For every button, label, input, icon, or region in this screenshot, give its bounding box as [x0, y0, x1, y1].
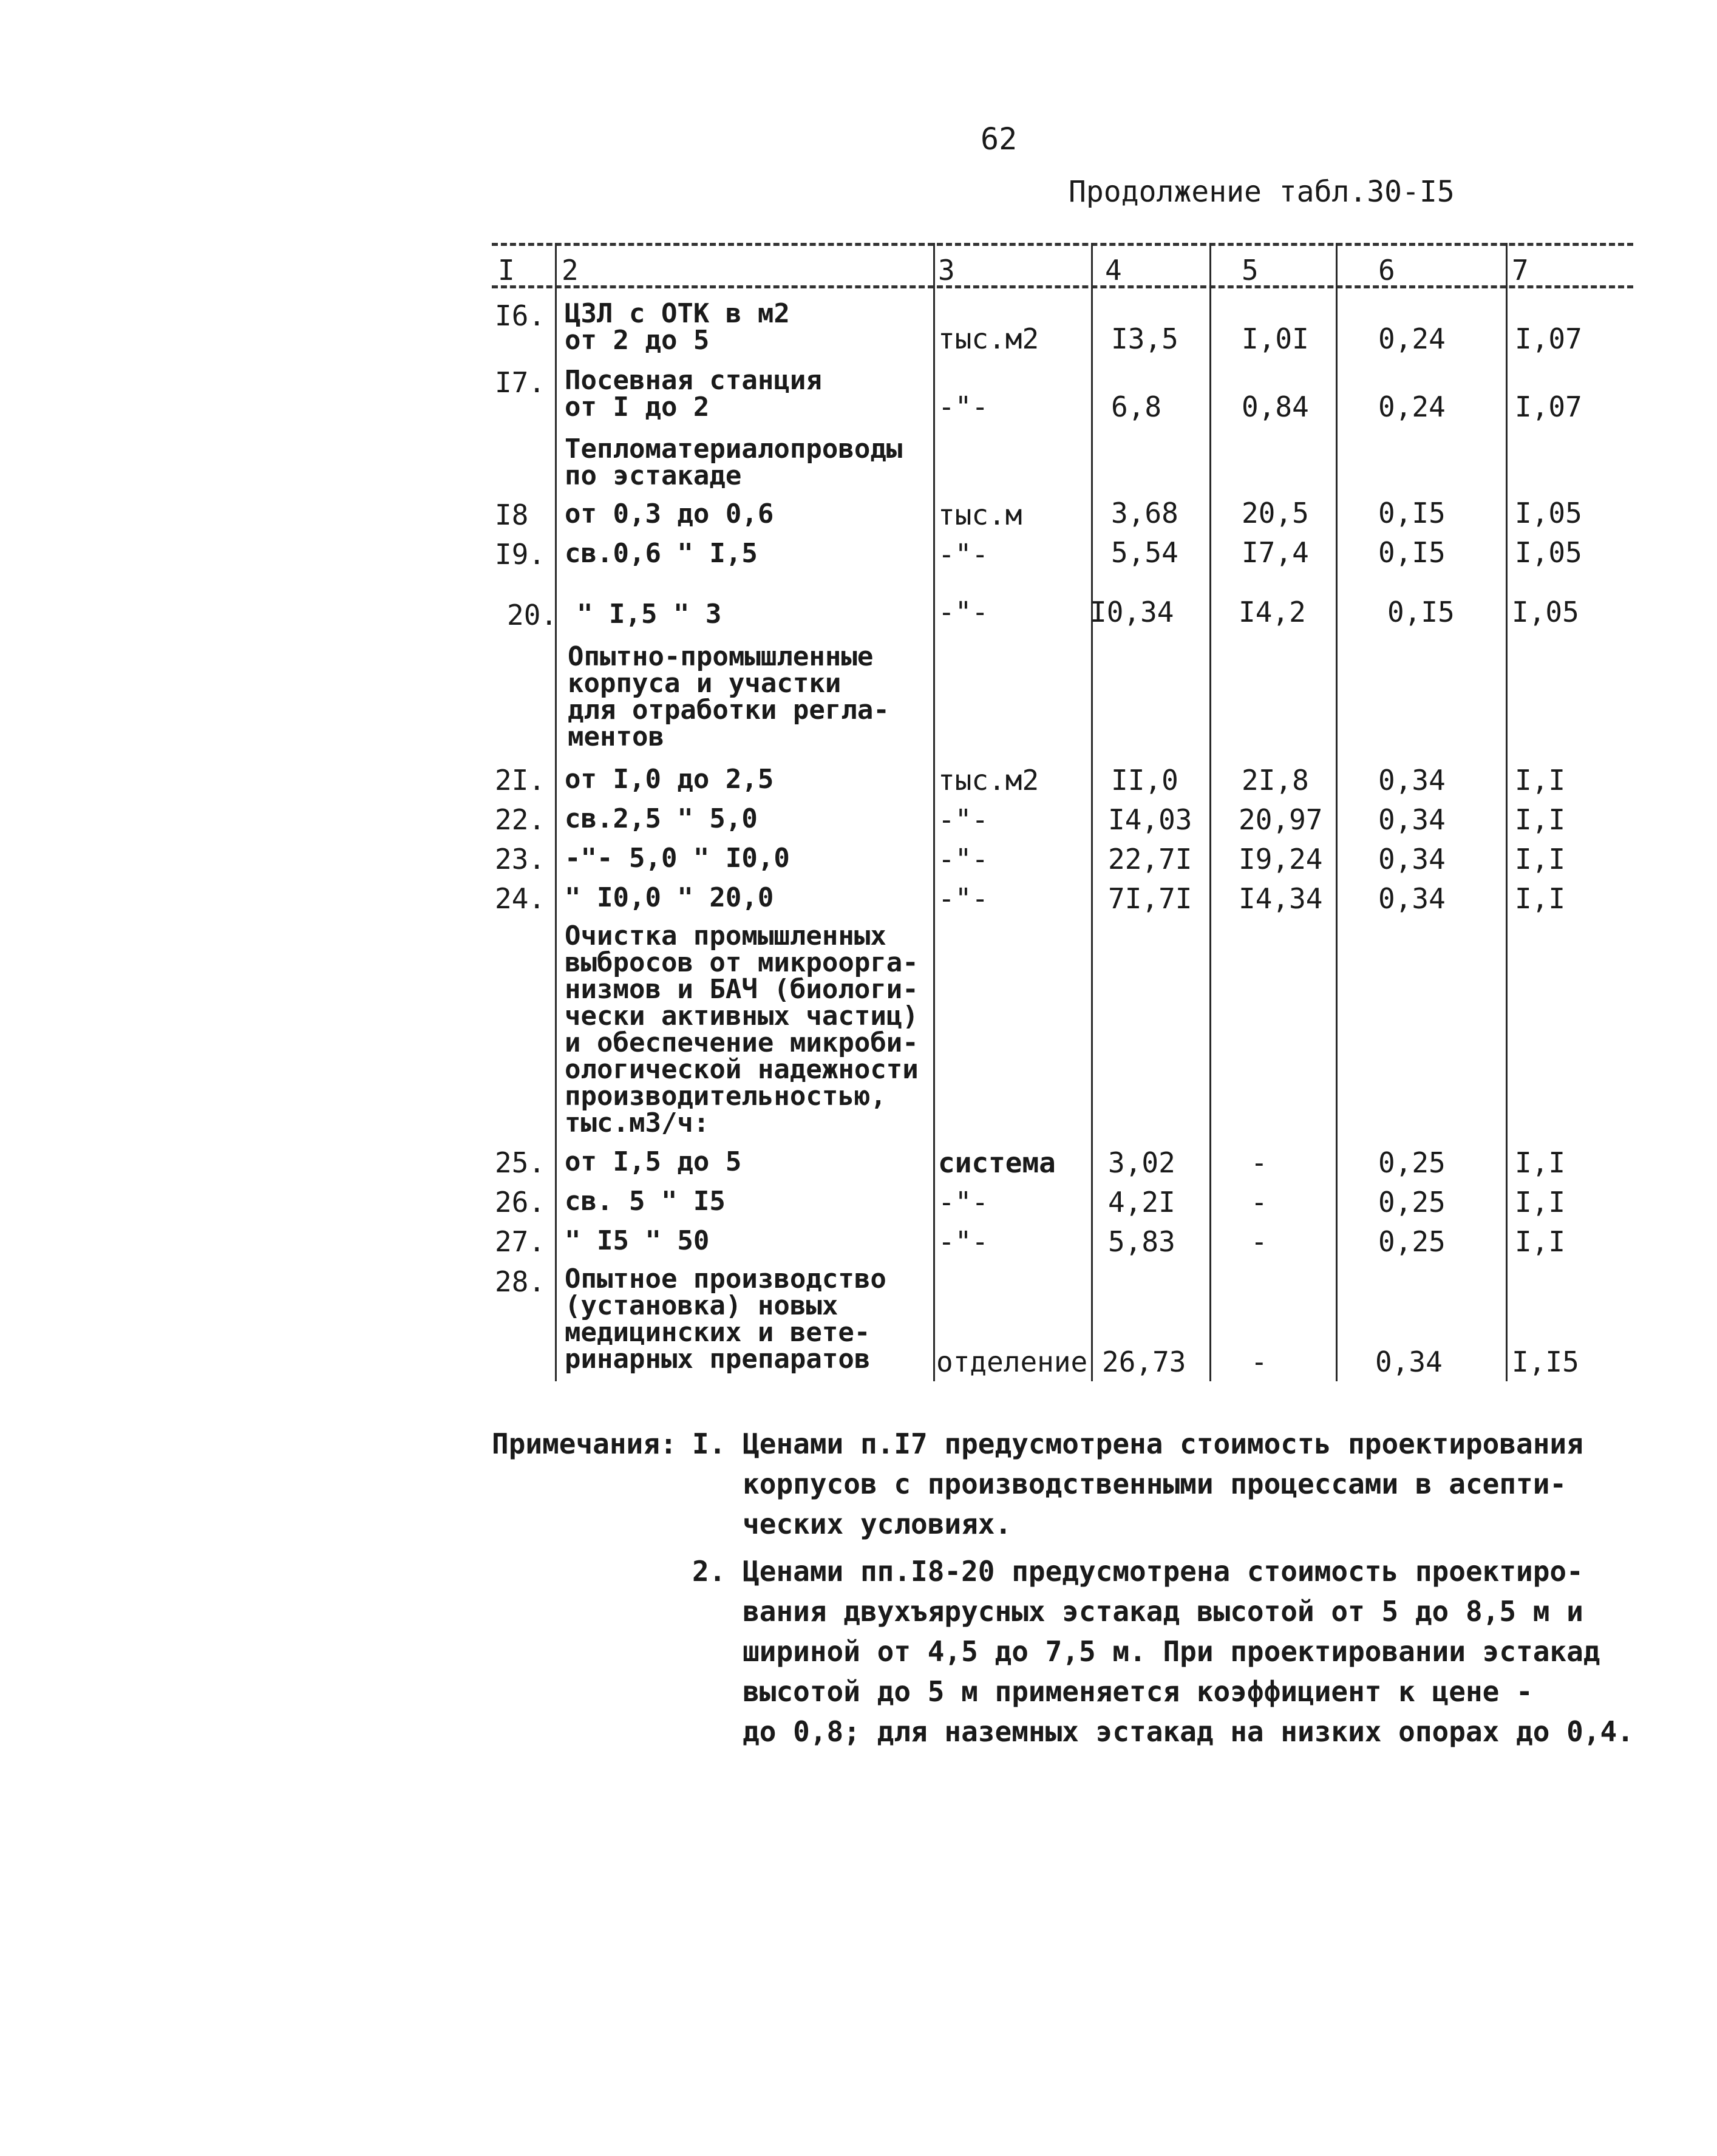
column-divider — [1506, 243, 1508, 1381]
header-top-rule — [492, 243, 1633, 246]
row-col7: I,I — [1515, 803, 1566, 836]
row-unit: -"- — [938, 843, 989, 876]
header-col-2: 2 — [562, 254, 579, 287]
column-divider — [1336, 243, 1338, 1381]
section-heading: Очистка промышленных выбросов от микроорга- низмов и БАЧ (биологи- чески активных частиц) и обеспечение микроби- ологической надежности производительностью, тыс.м3/ч: — [565, 920, 919, 1138]
row-unit: система — [938, 1146, 1056, 1179]
row-col5: I,0I — [1242, 322, 1309, 355]
row-col4: 26,73 — [1102, 1345, 1186, 1378]
row-col6: 0,I5 — [1378, 497, 1446, 529]
row-col7: I,I5 — [1512, 1345, 1579, 1378]
row-number: 25. — [495, 1146, 546, 1179]
row-description: ЦЗЛ с ОТК в м2 от 2 до 5 — [565, 298, 790, 356]
row-unit: -"- — [938, 596, 989, 628]
row-col7: I,I — [1515, 843, 1566, 876]
row-col4: 3,68 — [1111, 497, 1178, 529]
row-col7: I,I — [1515, 1225, 1566, 1258]
row-col5: 20,5 — [1242, 497, 1309, 529]
row-description: Посевная станция от I до 2 — [565, 365, 822, 423]
row-description: -"- 5,0 " I0,0 — [565, 843, 790, 874]
row-col4: 5,54 — [1111, 536, 1178, 569]
row-unit: -"- — [938, 1225, 989, 1258]
row-col4: 22,7I — [1108, 843, 1192, 876]
row-description: от I,5 до 5 — [565, 1146, 742, 1177]
column-divider — [555, 243, 557, 1381]
row-number: 28. — [495, 1265, 546, 1298]
row-col5: - — [1251, 1186, 1268, 1219]
section-heading: Опытно-промышленные корпуса и участки для отработки регла- ментов — [568, 641, 889, 752]
row-col4: 6,8 — [1111, 390, 1162, 423]
row-col5: I7,4 — [1242, 536, 1309, 569]
row-col7: I,05 — [1515, 536, 1582, 569]
row-col7: I,I — [1515, 764, 1566, 797]
section-heading: Тепломатериалопроводы по эстакаде — [565, 434, 903, 491]
row-col6: 0,I5 — [1387, 596, 1455, 628]
page-number: 62 — [981, 121, 1018, 157]
row-col6: 0,24 — [1378, 322, 1446, 355]
row-description: от I,0 до 2,5 — [565, 764, 774, 795]
row-col5: - — [1251, 1225, 1268, 1258]
row-number: I8 — [495, 498, 529, 531]
row-number: I6. — [495, 299, 546, 332]
row-description: " I5 " 50 — [565, 1225, 710, 1256]
row-number: I9. — [495, 538, 546, 571]
row-col7: I,I — [1515, 1146, 1566, 1179]
row-description: св.0,6 " I,5 — [565, 538, 758, 569]
row-col6: 0,25 — [1378, 1146, 1446, 1179]
row-col4: I3,5 — [1111, 322, 1178, 355]
row-col5: 20,97 — [1239, 803, 1323, 836]
row-number: 27. — [495, 1225, 546, 1258]
row-unit: -"- — [938, 882, 989, 915]
row-col4: 5,83 — [1108, 1225, 1175, 1258]
header-col-6: 6 — [1378, 254, 1395, 287]
row-col5: - — [1251, 1146, 1268, 1179]
row-number: 20. — [507, 599, 558, 631]
row-number: 22. — [495, 803, 546, 836]
row-col5: 0,84 — [1242, 390, 1309, 423]
row-col6: 0,34 — [1378, 882, 1446, 915]
row-col5: I4,2 — [1239, 596, 1306, 628]
header-col-5: 5 — [1242, 254, 1259, 287]
note-item-1: I. Ценами п.I7 предусмотрена стоимость проектирования корпусов с производственными процессами в асепти- ческих условиях. — [692, 1427, 1583, 1540]
row-number: 24. — [495, 882, 546, 915]
row-unit: -"- — [938, 538, 989, 571]
row-col5: I4,34 — [1239, 882, 1323, 915]
row-unit: тыс.м — [938, 498, 1022, 531]
row-unit: отделение — [936, 1345, 1088, 1378]
row-col4: II,0 — [1111, 764, 1178, 797]
column-divider — [933, 243, 935, 1381]
row-col6: 0,I5 — [1378, 536, 1446, 569]
row-col6: 0,24 — [1378, 390, 1446, 423]
note-item-2: 2. Ценами пп.I8-20 предусмотрена стоимость проектиро- вания двухъярусных эстакад высотой от 5 до 8,5 м и шириной от 4,5 до 7,5 м. При проектировании эстакад высотой до 5 м применяется коэффициент к цене - до 0,8; для наземных эстакад на низких опорах до 0,4. — [692, 1555, 1634, 1748]
row-col7: I,I — [1515, 882, 1566, 915]
row-col7: I,07 — [1515, 322, 1582, 355]
row-description: Опытное производство (установка) новых медицинских и вете- ринарных препаратов — [565, 1263, 886, 1375]
row-col4: 7I,7I — [1108, 882, 1192, 915]
row-col5: - — [1251, 1345, 1268, 1378]
row-col7: I,I — [1515, 1186, 1566, 1219]
row-col6: 0,25 — [1378, 1186, 1446, 1219]
row-col7: I,05 — [1512, 596, 1579, 628]
row-number: 23. — [495, 843, 546, 876]
row-description: " I,5 " 3 — [577, 599, 722, 630]
header-col-3: 3 — [938, 254, 955, 287]
header-col-7: 7 — [1512, 254, 1529, 287]
row-number: 26. — [495, 1186, 546, 1219]
header-bottom-rule — [492, 285, 1633, 288]
row-description: св. 5 " I5 — [565, 1186, 726, 1217]
row-col4: I4,03 — [1108, 803, 1192, 836]
row-description: от 0,3 до 0,6 — [565, 498, 774, 529]
row-description: св.2,5 " 5,0 — [565, 803, 758, 834]
row-col4: 3,02 — [1108, 1146, 1175, 1179]
table-continuation-title: Продолжение табл.30-I5 — [1069, 175, 1455, 209]
row-col6: 0,25 — [1378, 1225, 1446, 1258]
header-col-1: I — [498, 254, 515, 287]
row-description: " I0,0 " 20,0 — [565, 882, 774, 913]
row-col7: I,05 — [1515, 497, 1582, 529]
row-number: I7. — [495, 366, 546, 399]
row-col4: 4,2I — [1108, 1186, 1175, 1219]
row-col6: 0,34 — [1375, 1345, 1443, 1378]
header-col-4: 4 — [1105, 254, 1122, 287]
row-unit: -"- — [938, 1186, 989, 1219]
row-col6: 0,34 — [1378, 803, 1446, 836]
row-col4: I0,34 — [1090, 596, 1174, 628]
row-col6: 0,34 — [1378, 843, 1446, 876]
row-col5: 2I,8 — [1242, 764, 1309, 797]
row-col5: I9,24 — [1239, 843, 1323, 876]
notes-label: Примечания: — [492, 1427, 677, 1460]
row-unit: -"- — [938, 390, 989, 423]
column-divider — [1209, 243, 1211, 1381]
row-col7: I,07 — [1515, 390, 1582, 423]
column-divider — [1091, 243, 1093, 1381]
row-unit: тыс.м2 — [938, 322, 1039, 355]
row-number: 2I. — [495, 764, 546, 797]
row-unit: -"- — [938, 803, 989, 836]
row-col6: 0,34 — [1378, 764, 1446, 797]
row-unit: тыс.м2 — [938, 764, 1039, 797]
